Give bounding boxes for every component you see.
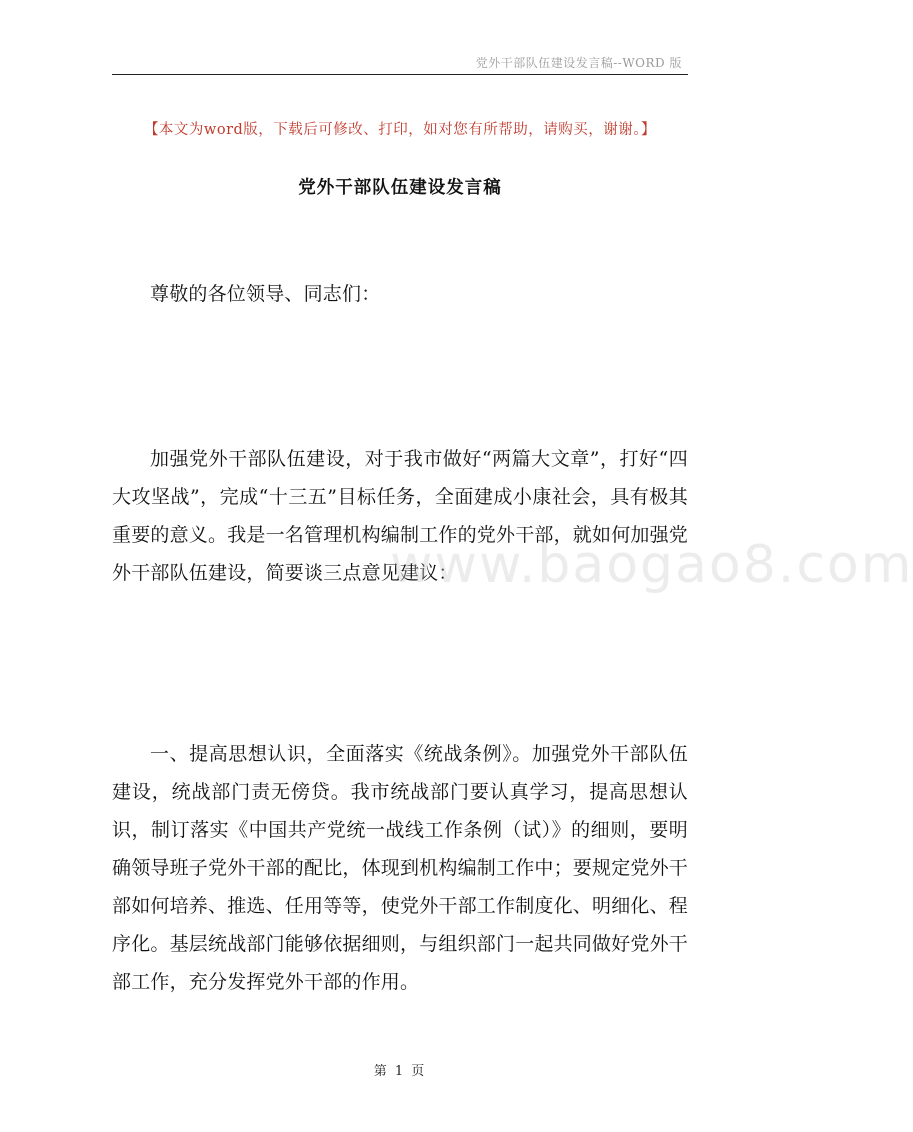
salutation: 尊敬的各位领导、同志们： [150, 283, 381, 305]
download-notice: 【本文为word版，下载后可修改、打印，如对您有所帮助，请购买，谢谢。】 [143, 122, 657, 138]
header-divider [112, 74, 688, 75]
watermark: www.baogao8.com [390, 535, 913, 595]
document-title: 党外干部队伍建设发言稿 [298, 178, 502, 198]
paragraph-intro: 加强党外干部队伍建设，对于我市做好“两篇大文章”，打好“四大攻坚战”，完成“十三五”目标任务，全面建成小康社会，具有极其重要的意义。我是一名管理机构编制工作的党外干部，就如何加强党外干部队伍建设，简要谈三点意见建议： [112, 448, 689, 584]
page-number: 第 1 页 [373, 1064, 427, 1079]
paragraph-point-one: 一、提高思想认识，全面落实《统战条例》。加强党外干部队伍建设，统战部门责无傍贷。我市统战部门要认真学习，提高思想认识，制订落实《中国共产党统一战线工作条例（试）》的细则，要明确领导班子党外干部的配比，体现到机构编制工作中；要规定党外干部如何培养、推选、任用等等，使党外干部工作制度化、明细化、程序化。基层统战部门能够依据细则，与组织部门一起共同做好党外干部工作，充分发挥党外干部的作用。 [112, 743, 689, 993]
running-header: 党外干部队伍建设发言稿--WORD 版 [475, 56, 682, 70]
